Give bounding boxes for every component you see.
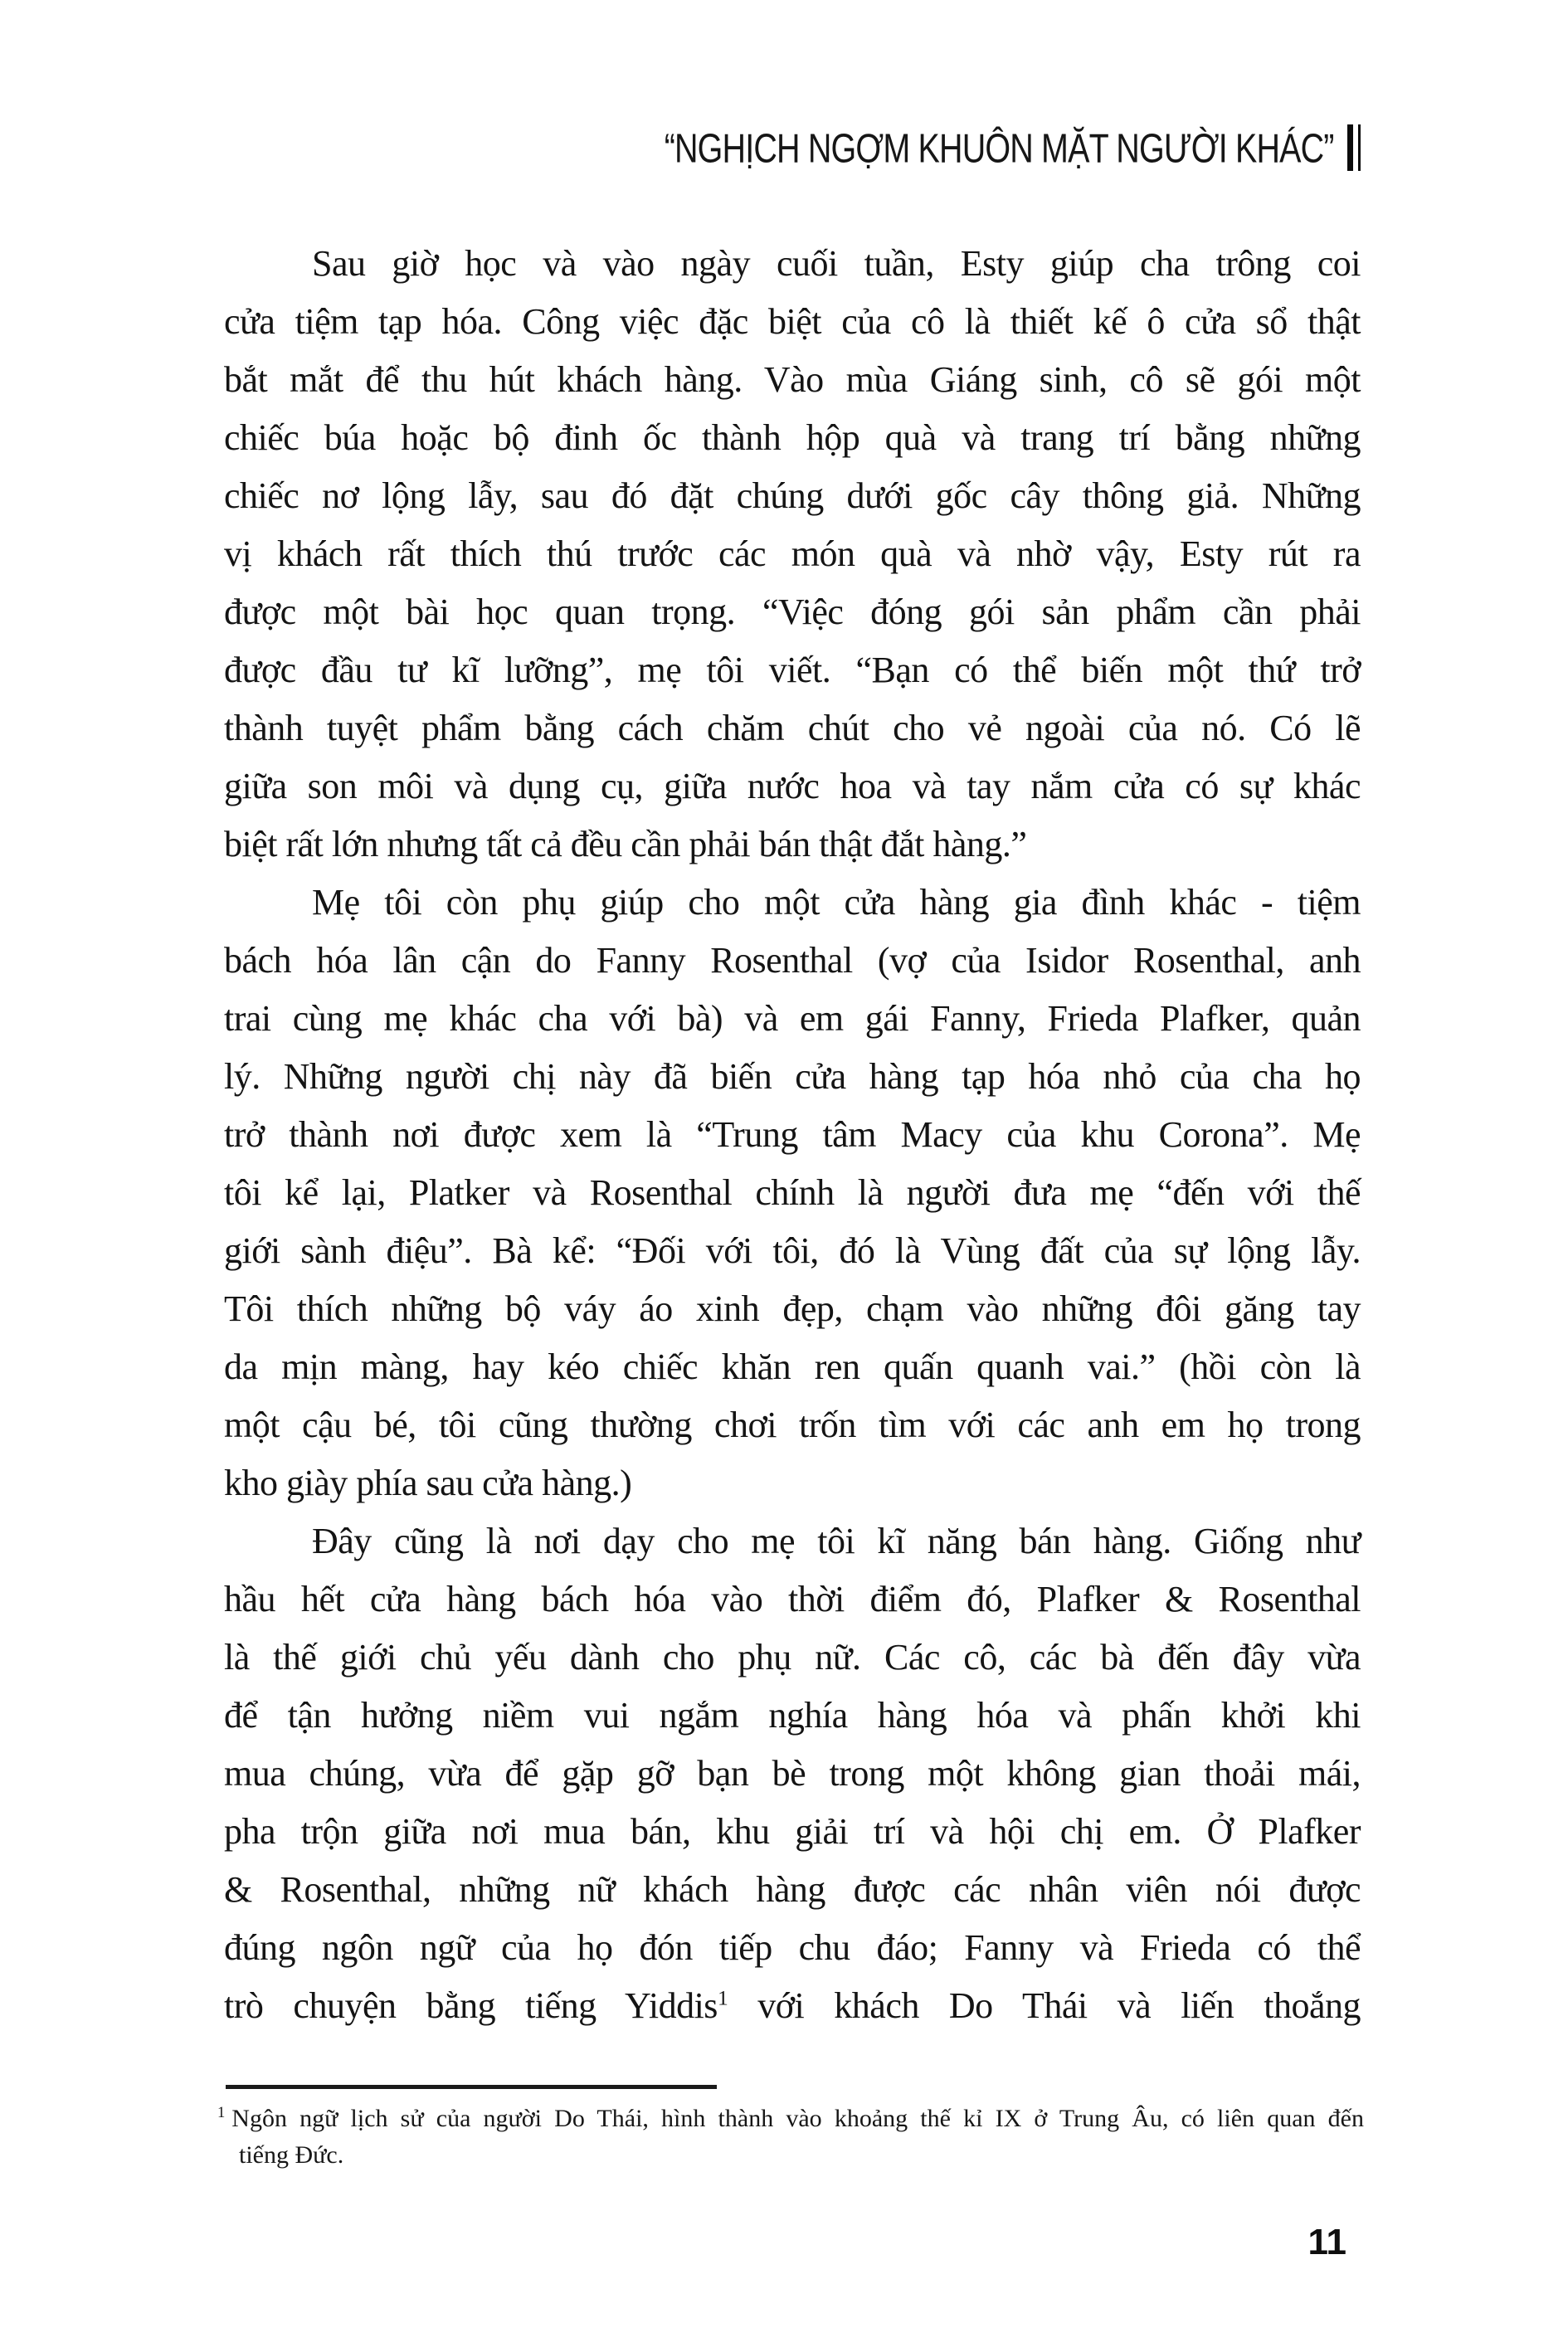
body-line: trai cùng mẹ khác cha với bà) và em gái Fanny, Frieda Plafker, quản	[224, 998, 1361, 1039]
body-line: cửa tiệm tạp hóa. Công việc đặc biệt của cô là thiết kế ô cửa sổ thật	[224, 301, 1361, 342]
footnote-rule	[226, 2085, 717, 2089]
body-line: giới sành điệu”. Bà kể: “Đối với tôi, đó là Vùng đất của sự lộng lẫy.	[224, 1230, 1361, 1271]
body-line: là thế giới chủ yếu dành cho phụ nữ. Các cô, các bà đến đây vừa	[224, 1637, 1361, 1678]
body-line-with-footnote-ref	[224, 1977, 1361, 2035]
body-line-text: trò chuyện bằng tiếng Yiddis	[224, 1985, 718, 2026]
footnote-ref: 1	[717, 1985, 728, 2010]
footnote-text: Ngôn ngữ lịch sử của người Do Thái, hình thành vào khoảng thế kỉ IX ở Trung Âu, có liên quan đến	[231, 2105, 1364, 2132]
body-line: để tận hưởng niềm vui ngắm nghía hàng hóa và phấn khởi khi	[224, 1695, 1361, 1736]
body-line: da mịn màng, hay kéo chiếc khăn ren quấn quanh vai.” (hồi còn là	[224, 1346, 1361, 1387]
body-line: chiếc nơ lộng lẫy, sau đó đặt chúng dưới gốc cây thông giả. Những	[224, 475, 1361, 516]
body-line: Mẹ tôi còn phụ giúp cho một cửa hàng gia đình khác - tiệm	[312, 882, 1361, 923]
body-line: tôi kể lại, Platker và Rosenthal chính là người đưa mẹ “đến với thế	[224, 1172, 1361, 1213]
body-line: lý. Những người chị này đã biến cửa hàng tạp hóa nhỏ của cha họ	[224, 1056, 1361, 1097]
body-line: mua chúng, vừa để gặp gỡ bạn bè trong một không gian thoải mái,	[224, 1753, 1361, 1794]
body-text	[224, 235, 1361, 2035]
page-number: 11	[1307, 2222, 1346, 2262]
body-line: chiếc búa hoặc bộ đinh ốc thành hộp quà và trang trí bằng những	[224, 417, 1361, 458]
body-line: kho giày phía sau cửa hàng.)	[224, 1463, 632, 1503]
body-line: & Rosenthal, những nữ khách hàng được các nhân viên nói được	[224, 1869, 1361, 1910]
body-line: thành tuyệt phẩm bằng cách chăm chút cho vẻ ngoài của nó. Có lẽ	[224, 708, 1361, 748]
body-line: vị khách rất thích thú trước các món quà và nhờ vậy, Esty rút ra	[224, 533, 1361, 574]
body-line: pha trộn giữa nơi mua bán, khu giải trí và hội chị em. Ở Plafker	[224, 1811, 1361, 1852]
body-line: biệt rất lớn nhưng tất cả đều cần phải bán thật đắt hàng.”	[224, 824, 1027, 864]
footnote-marker: 1	[217, 2104, 226, 2121]
body-line: Đây cũng là nơi dạy cho mẹ tôi kĩ năng bán hàng. Giống như	[312, 1521, 1361, 1561]
footnote-line: tiếng Đức.	[239, 2141, 344, 2169]
chapter-title: “NGHỊCH NGỢM KHUÔN MẶT NGƯỜI KHÁC”	[665, 124, 1334, 171]
body-line: đúng ngôn ngữ của họ đón tiếp chu đáo; Fanny và Frieda có thể	[224, 1927, 1361, 1968]
body-line: hầu hết cửa hàng bách hóa vào thời điểm đó, Plafker & Rosenthal	[224, 1579, 1361, 1619]
body-line: được một bài học quan trọng. “Việc đóng gói sản phẩm cần phải	[224, 592, 1361, 632]
body-line: trở thành nơi được xem là “Trung tâm Macy của khu Corona”. Mẹ	[224, 1114, 1361, 1155]
body-line: bách hóa lân cận do Fanny Rosenthal (vợ của Isidor Rosenthal, anh	[224, 940, 1361, 981]
footnote	[217, 2101, 1364, 2174]
body-line: một cậu bé, tôi cũng thường chơi trốn tìm với các anh em họ trong	[224, 1405, 1361, 1445]
footnote-line	[217, 2101, 1364, 2137]
paragraph-3	[224, 1512, 1361, 2035]
body-line: giữa son môi và dụng cụ, giữa nước hoa và tay nắm cửa có sự khác	[224, 766, 1361, 806]
body-line: Sau giờ học và vào ngày cuối tuần, Esty giúp cha trông coi	[312, 243, 1361, 284]
body-line: bắt mắt để thu hút khách hàng. Vào mùa Giáng sinh, cô sẽ gói một	[224, 359, 1361, 400]
page-header	[537, 124, 1361, 171]
paragraph-1	[224, 235, 1361, 874]
paragraph-2	[224, 874, 1361, 1512]
body-line: được đầu tư kĩ lưỡng”, mẹ tôi viết. “Bạn có thể biến một thứ trở	[224, 650, 1361, 690]
body-line-text: với khách Do Thái và liến thoắng	[728, 1985, 1361, 2026]
body-line: Tôi thích những bộ váy áo xinh đẹp, chạm vào những đôi găng tay	[224, 1288, 1361, 1329]
header-double-bar-icon	[1347, 124, 1361, 171]
